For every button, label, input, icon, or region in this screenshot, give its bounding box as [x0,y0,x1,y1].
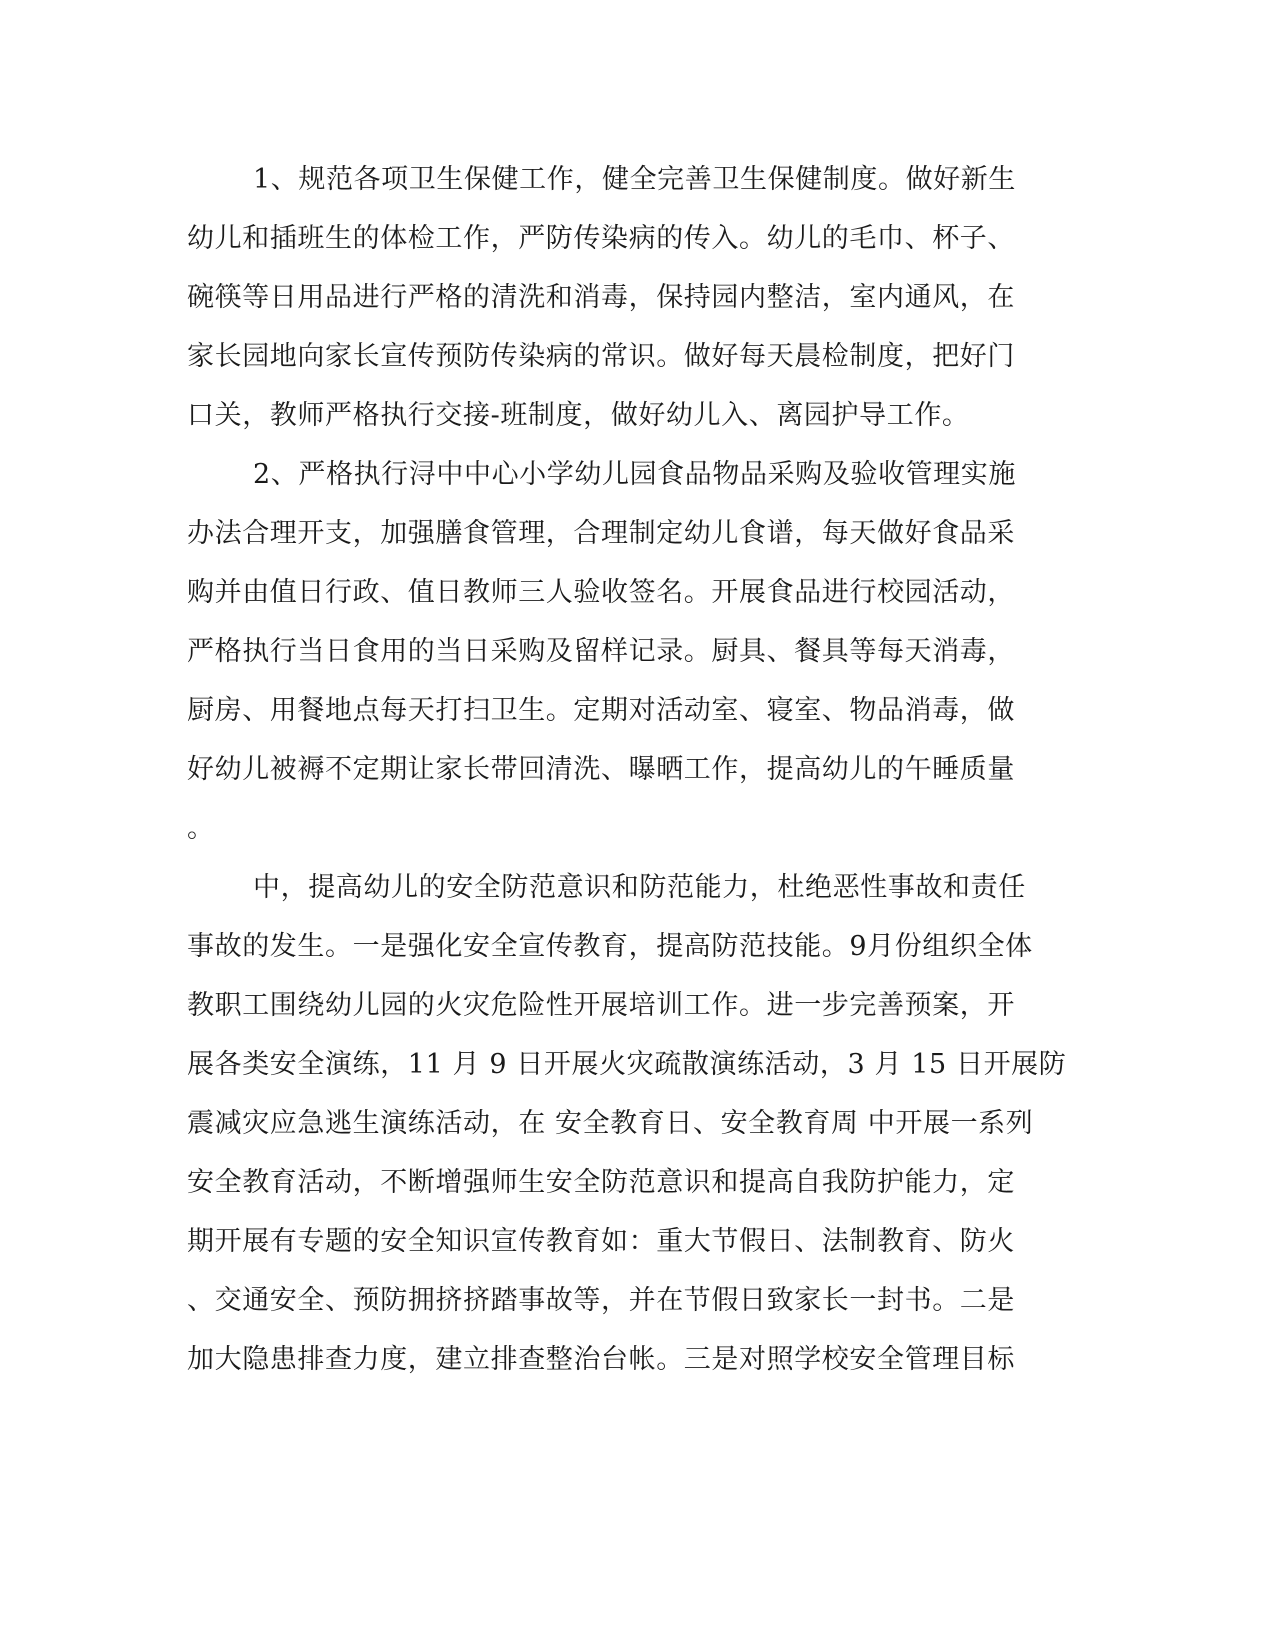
paragraph-3-line-5: 震减灾应急逃生演练活动，在 安全教育日、安全教育周 中开展一系列 [187,1108,1034,1139]
paragraph-1-line-4: 家长园地向家长宣传预防传染病的常识。做好每天晨检制度，把好门 [187,341,1015,372]
paragraph-3-line-4: 展各类安全演练，11 月 9 日开展火灾疏散演练活动，3 月 15 日开展防 [187,1049,1067,1080]
paragraph-2-line-3: 购并由值日行政、值日教师三人验收签名。开展食品进行校园活动， [187,577,1015,608]
paragraph-3-line-9: 加大隐患排查力度，建立排查整治台帐。三是对照学校安全管理目标 [187,1344,1015,1375]
paragraph-3-line-3: 教职工围绕幼儿园的火灾危险性开展培训工作。进一步完善预案，开 [187,990,1015,1021]
paragraph-1-line-5: 口关，教师严格执行交接-班制度，做好幼儿入、离园护导工作。 [187,400,970,431]
paragraph-2-line-1: 2、严格执行浔中中心小学幼儿园食品物品采购及验收管理实施 [253,459,1016,490]
paragraph-1-line-2: 幼儿和插班生的体检工作，严防传染病的传入。幼儿的毛巾、杯子、 [187,223,1015,254]
paragraph-2-line-5: 厨房、用餐地点每天打扫卫生。定期对活动室、寝室、物品消毒，做 [187,695,1015,726]
paragraph-2-line-2: 办法合理开支，加强膳食管理，合理制定幼儿食谱，每天做好食品采 [187,518,1015,549]
paragraph-1-line-3: 碗筷等日用品进行严格的清洗和消毒，保持园内整洁，室内通风，在 [187,282,1015,313]
paragraph-1-line-1: 1、规范各项卫生保健工作，健全完善卫生保健制度。做好新生 [253,164,1016,195]
paragraph-3-line-8: 、交通安全、预防拥挤挤踏事故等，并在节假日致家长一封书。二是 [187,1285,1015,1316]
paragraph-3-line-6: 安全教育活动，不断增强师生安全防范意识和提高自我防护能力，定 [187,1167,1015,1198]
paragraph-3-line-7: 期开展有专题的安全知识宣传教育如：重大节假日、法制教育、防火 [187,1226,1015,1257]
paragraph-3-line-1: 中，提高幼儿的安全防范意识和防范能力，杜绝恶性事故和责任 [253,872,1026,903]
paragraph-2-line-4: 严格执行当日食用的当日采购及留样记录。厨具、餐具等每天消毒， [187,636,1015,667]
paragraph-2-line-7: 。 [187,813,215,844]
paragraph-2-line-6: 好幼儿被褥不定期让家长带回清洗、曝晒工作，提高幼儿的午睡质量 [187,754,1015,785]
paragraph-3-line-2: 事故的发生。一是强化安全宣传教育，提高防范技能。9月份组织全体 [187,931,1033,962]
